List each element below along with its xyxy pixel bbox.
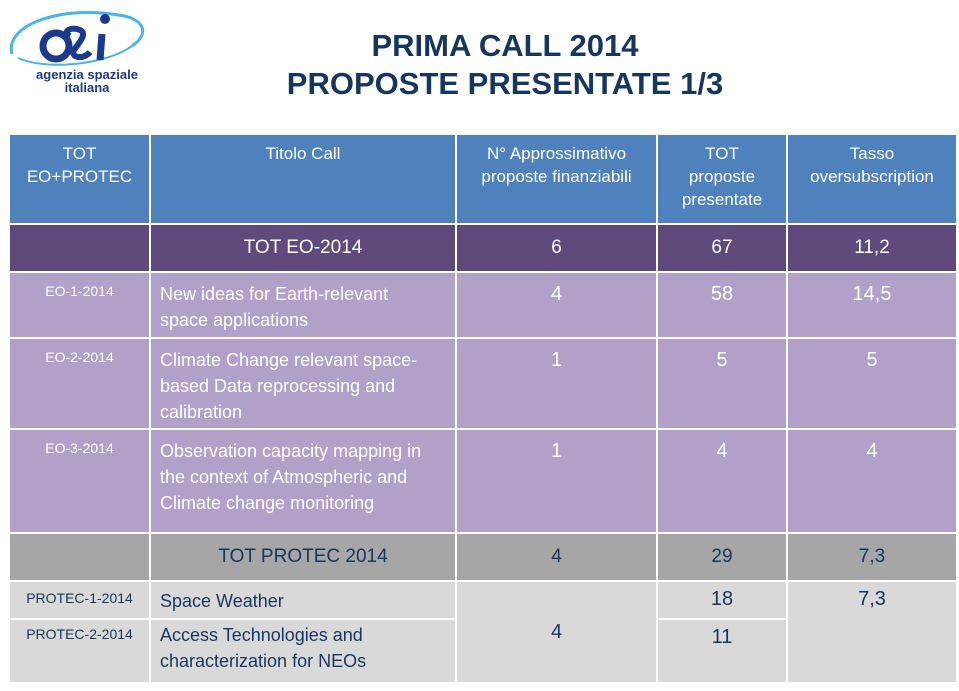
header-text: presentate bbox=[681, 190, 763, 209]
eo-row-3 bbox=[9, 429, 957, 533]
tot-eo-label: TOT EO-2014 bbox=[150, 224, 456, 272]
eo-n: 4 bbox=[456, 272, 657, 338]
empty-cell bbox=[9, 533, 150, 581]
header-text: proposte finanziabili bbox=[481, 167, 632, 186]
proposals-table bbox=[8, 133, 958, 684]
eo-row-2 bbox=[9, 338, 957, 429]
eo-title bbox=[150, 272, 456, 338]
tot-protec-tot: 29 bbox=[657, 533, 787, 581]
tot-eo-tot: 67 bbox=[657, 224, 787, 272]
header-titolo-call: Titolo Call bbox=[150, 134, 456, 224]
tot-eo-n: 6 bbox=[456, 224, 657, 272]
header-text: N° Approssimativo bbox=[486, 144, 627, 163]
header-tot-proposte bbox=[657, 134, 787, 224]
header-text: oversubscription bbox=[810, 167, 934, 186]
eo-title-line: New ideas for Earth-relevant bbox=[160, 284, 389, 304]
eo-code: EO-1-2014 bbox=[9, 272, 150, 338]
empty-cell bbox=[9, 224, 150, 272]
eo-title-line: Observation capacity mapping in bbox=[160, 441, 422, 461]
protec-shared-rate: 7,3 bbox=[787, 581, 957, 683]
protec-tot: 11 bbox=[657, 619, 787, 683]
eo-row-1 bbox=[9, 272, 957, 338]
eo-title-line: based Data reprocessing and bbox=[160, 376, 396, 396]
protec-title bbox=[150, 619, 456, 683]
tot-eo-rate: 11,2 bbox=[787, 224, 957, 272]
tot-protec-n: 4 bbox=[456, 533, 657, 581]
protec-title: Space Weather bbox=[150, 581, 456, 619]
eo-rate: 4 bbox=[787, 429, 957, 533]
page-title: PRIMA CALL 2014 bbox=[371, 28, 639, 63]
asi-logo-mark bbox=[4, 4, 154, 74]
header-row bbox=[9, 134, 957, 224]
page-subtitle: PROPOSTE PRESENTATE 1/3 bbox=[286, 66, 724, 101]
header-text: EO+PROTEC bbox=[26, 167, 133, 186]
protec-code: PROTEC-1-2014 bbox=[9, 581, 150, 619]
header-text: TOT bbox=[62, 144, 97, 163]
header-tasso bbox=[787, 134, 957, 224]
eo-title-line: space applications bbox=[160, 310, 309, 330]
protec-title-line: characterization for NEOs bbox=[160, 651, 367, 671]
eo-title bbox=[150, 429, 456, 533]
header-text: TOT bbox=[705, 144, 739, 163]
header-text: proposte bbox=[688, 167, 756, 186]
header-tot-eo-protec bbox=[9, 134, 150, 224]
eo-rate: 5 bbox=[787, 338, 957, 429]
protec-code: PROTEC-2-2014 bbox=[9, 619, 150, 683]
eo-n: 1 bbox=[456, 338, 657, 429]
eo-code: EO-2-2014 bbox=[9, 338, 150, 429]
tot-eo-row bbox=[9, 224, 957, 272]
protec-tot: 18 bbox=[657, 581, 787, 619]
asi-logo bbox=[4, 4, 154, 96]
eo-tot: 5 bbox=[657, 338, 787, 429]
eo-tot: 58 bbox=[657, 272, 787, 338]
tot-protec-label: TOT PROTEC 2014 bbox=[150, 533, 456, 581]
logo-text-line1: agenzia spaziale bbox=[36, 67, 138, 82]
eo-title-line: the context of Atmospheric and bbox=[160, 467, 408, 487]
protec-shared-n: 4 bbox=[456, 581, 657, 683]
eo-title-line: Climate change monitoring bbox=[160, 493, 375, 513]
eo-rate: 14,5 bbox=[787, 272, 957, 338]
protec-title-line: Access Technologies and bbox=[160, 625, 363, 645]
tot-protec-row bbox=[9, 533, 957, 581]
eo-title-line: Climate Change relevant space- bbox=[160, 350, 418, 370]
header-n-approssimativo bbox=[456, 134, 657, 224]
logo-text-line2: italiana bbox=[64, 80, 110, 95]
eo-title-line: calibration bbox=[160, 402, 243, 422]
eo-code: EO-3-2014 bbox=[9, 429, 150, 533]
tot-protec-rate: 7,3 bbox=[787, 533, 957, 581]
eo-tot: 4 bbox=[657, 429, 787, 533]
eo-n: 1 bbox=[456, 429, 657, 533]
header-text: Tasso bbox=[849, 144, 895, 163]
protec-row-1 bbox=[9, 581, 957, 619]
eo-title bbox=[150, 338, 456, 429]
